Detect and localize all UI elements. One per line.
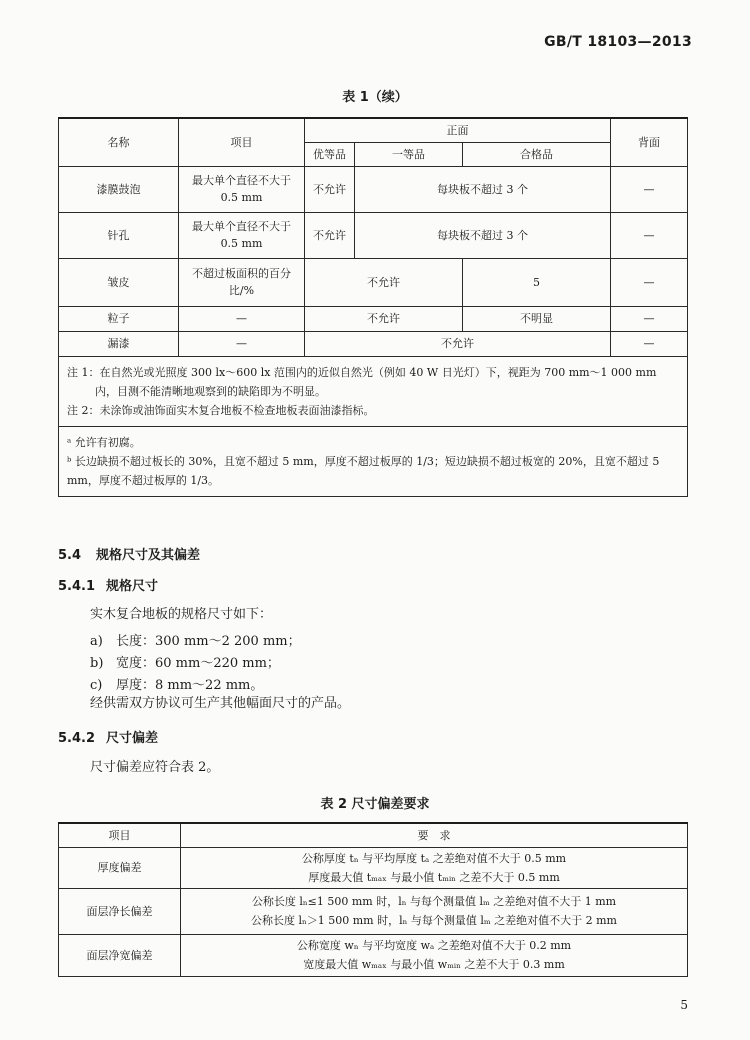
header-front: 正面 xyxy=(305,118,611,142)
row-back: — xyxy=(611,331,688,356)
section-number: 5.4.2 xyxy=(58,731,96,746)
section-title: 规格尺寸及其偏差 xyxy=(96,548,201,563)
header-grade-2: 一等品 xyxy=(355,142,463,166)
row-item: 厚度偏差 xyxy=(59,847,181,888)
table-row xyxy=(59,212,688,258)
row-name: 漏漆 xyxy=(59,331,179,356)
page-number: 5 xyxy=(680,998,688,1012)
note-1: 注 1：在自然光或光照度 300 lx～600 lx 范围内的近似自然光（例如 40 W 日光灯）下，视距为 700 mm～1 000 mm 内，目测不能清晰地观察到的缺陷即为不明显。 xyxy=(67,365,657,398)
row-item: — xyxy=(179,331,305,356)
footnote-b: ᵇ 长边缺损不超过板长的 30%，且宽不超过 5 mm，厚度不超过板厚的 1/3；短边缺损不超过板宽的 20%，且宽不超过 5 mm，厚度不超过板厚的 1/3。 xyxy=(67,454,660,487)
row-item: 最大单个直径不大于 0.5 mm xyxy=(179,212,305,258)
size-intro: 实木复合地板的规格尺寸如下： xyxy=(90,607,273,622)
row-grade-3: 不明显 xyxy=(463,306,611,331)
row-item: 不超过板面积的百分比/% xyxy=(179,258,305,306)
section-number: 5.4.1 xyxy=(58,579,96,594)
row-grade-2-3: 每块板不超过 3 个 xyxy=(355,212,611,258)
table2-caption: 表 2 尺寸偏差要求 xyxy=(320,797,430,812)
table1-caption: 表 1（续） xyxy=(342,90,408,105)
row-name: 粒子 xyxy=(59,306,179,331)
table-row xyxy=(59,934,688,976)
section-5-4-1-heading xyxy=(58,575,158,594)
row-requirement xyxy=(181,934,688,976)
row-back: — xyxy=(611,306,688,331)
header-item: 项目 xyxy=(179,118,305,166)
table-row xyxy=(59,888,688,934)
section-number: 5.4 xyxy=(58,548,82,563)
list-mark: a) xyxy=(90,634,103,649)
list-item xyxy=(90,652,280,671)
row-item: — xyxy=(179,306,305,331)
list-item xyxy=(90,674,263,693)
requirement-line: 公称长度 lₙ＞1 500 mm 时，lₙ 与每个测量值 lₘ 之差绝对值不大于 2 mm xyxy=(250,914,617,927)
row-item: 最大单个直径不大于 0.5 mm xyxy=(179,166,305,212)
row-grade-3: 5 xyxy=(463,258,611,306)
row-requirement xyxy=(181,847,688,888)
list-text: 厚度：8 mm～22 mm。 xyxy=(116,678,264,693)
table-row xyxy=(59,258,688,306)
header-item: 项目 xyxy=(59,823,181,847)
table-row xyxy=(59,847,688,888)
section-title: 规格尺寸 xyxy=(106,579,159,594)
row-back: — xyxy=(611,212,688,258)
header-grade-3: 合格品 xyxy=(463,142,611,166)
list-mark: c) xyxy=(90,678,103,693)
section-5-4-2-heading xyxy=(58,727,158,746)
table1-footnotes xyxy=(59,426,688,496)
requirement-line: 公称宽度 wₙ 与平均宽度 wₐ 之差绝对值不大于 0.2 mm xyxy=(296,939,572,952)
row-grade-all: 不允许 xyxy=(305,331,611,356)
row-back: — xyxy=(611,166,688,212)
table-row xyxy=(59,306,688,331)
row-grade-2-3: 每块板不超过 3 个 xyxy=(355,166,611,212)
size-outro: 经供需双方协议可生产其他幅面尺寸的产品。 xyxy=(90,696,351,711)
row-requirement xyxy=(181,888,688,934)
requirement-line: 厚度最大值 tₘₐₓ 与最小值 tₘᵢₙ 之差不大于 0.5 mm xyxy=(308,870,560,884)
row-grade-1-2: 不允许 xyxy=(305,306,463,331)
row-name: 皱皮 xyxy=(59,258,179,306)
header-grade-1: 优等品 xyxy=(305,142,355,166)
table1-notes xyxy=(59,356,688,426)
table1 xyxy=(58,117,688,497)
list-text: 宽度：60 mm～220 mm； xyxy=(116,656,280,671)
list-text: 长度：300 mm～2 200 mm； xyxy=(116,634,301,649)
row-grade-1: 不允许 xyxy=(305,212,355,258)
header-requirement: 要 求 xyxy=(181,823,688,847)
row-back: — xyxy=(611,258,688,306)
section-5-4-heading xyxy=(58,544,200,563)
row-item: 面层净长偏差 xyxy=(59,888,181,934)
requirement-line: 公称厚度 tₙ 与平均厚度 tₐ 之差绝对值不大于 0.5 mm xyxy=(301,851,567,865)
section-title: 尺寸偏差 xyxy=(106,731,159,746)
row-name: 漆膜鼓泡 xyxy=(59,166,179,212)
header-back: 背面 xyxy=(611,118,688,166)
requirement-line: 宽度最大值 wₘₐₓ 与最小值 wₘᵢₙ 之差不大于 0.3 mm xyxy=(303,958,565,971)
requirement-line: 公称长度 lₙ≤1 500 mm 时，lₙ 与每个测量值 lₘ 之差绝对值不大于 1 mm xyxy=(251,895,617,908)
table2 xyxy=(58,822,688,977)
row-name: 针孔 xyxy=(59,212,179,258)
list-mark: b) xyxy=(90,656,104,671)
footnote-a: ᵃ 允许有初腐。 xyxy=(67,435,141,449)
header-name: 名称 xyxy=(59,118,179,166)
standard-code: GB/T 18103—2013 xyxy=(544,34,692,50)
row-grade-1: 不允许 xyxy=(305,166,355,212)
row-grade-1-2: 不允许 xyxy=(305,258,463,306)
table-row xyxy=(59,331,688,356)
deviation-text: 尺寸偏差应符合表 2。 xyxy=(90,760,220,775)
note-2: 注 2：未涂饰或油饰面实木复合地板不检查地板表面油漆指标。 xyxy=(67,403,375,417)
row-item: 面层净宽偏差 xyxy=(59,934,181,976)
table-row xyxy=(59,166,688,212)
list-item xyxy=(90,630,301,649)
